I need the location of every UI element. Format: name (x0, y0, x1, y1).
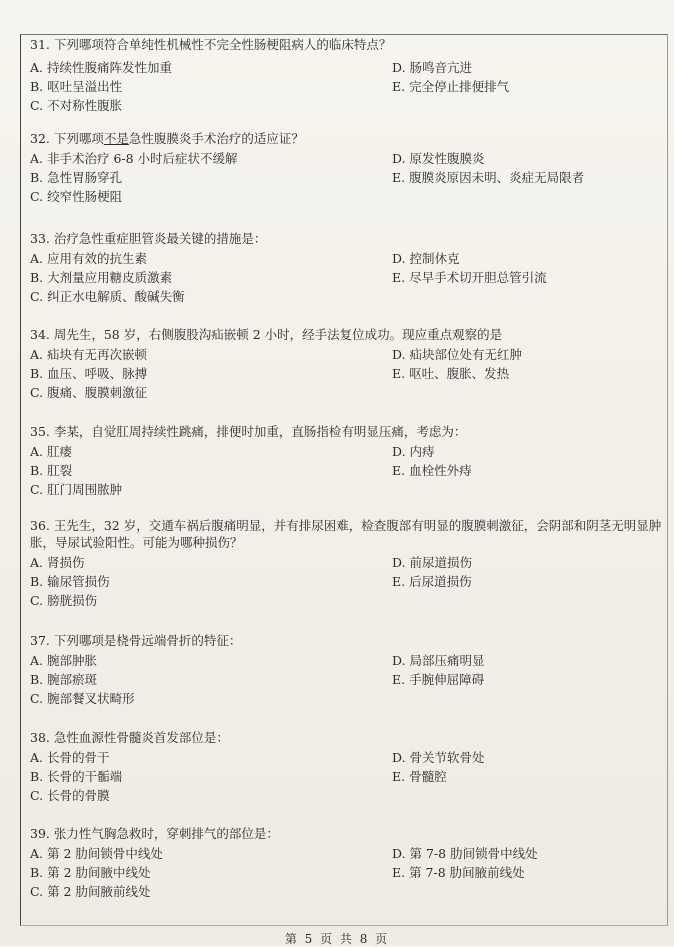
question-stem: 38. 急性血源性骨髓炎首发部位是： (30, 730, 229, 745)
question-38 (30, 729, 662, 803)
question-stem: 36. 王先生，32 岁，交通车祸后腹痛明显，并有排尿困难，检查腹部有明显的腹膜刺激征，会阴部和阴茎无明显肿胀，导尿试验阳性。可能为哪种损伤？ (30, 518, 662, 550)
option-d: D. 骨关节软骨处 (392, 750, 485, 765)
option-d: D. 局部压痛明显 (392, 653, 485, 668)
option-d: D. 原发性腹膜炎 (392, 151, 485, 166)
option-a: A. 长骨的骨干 (30, 750, 110, 765)
option-b: B. 肛裂 (30, 463, 73, 478)
option-c: C. 不对称性腹胀 (30, 98, 123, 113)
question-stem: 31. 下列哪项符合单纯性机械性不完全性肠梗阻病人的临床特点？ (30, 37, 392, 52)
option-a: A. 非手术治疗 6-8 小时后症状不缓解 (30, 151, 238, 166)
page-number-footer: 第 5 页 共 8 页 (284, 932, 390, 946)
option-c: C. 腕部餐叉状畸形 (30, 691, 135, 706)
question-stem: 39. 张力性气胸急救时，穿刺排气的部位是： (30, 826, 279, 841)
option-b: B. 血压、呼吸、脉搏 (30, 366, 148, 381)
option-b: B. 第 2 肋间腋中线处 (30, 865, 151, 880)
option-c: C. 长骨的骨膜 (30, 788, 110, 803)
question-stem: 34. 周先生，58 岁，右侧腹股沟疝嵌顿 2 小时，经手法复位成功。现应重点观察的是 (30, 327, 503, 342)
option-c: C. 绞窄性肠梗阻 (30, 189, 123, 204)
option-d: D. 前尿道损伤 (392, 555, 473, 570)
option-e: E. 腹膜炎原因未明、炎症无局限者 (392, 170, 585, 185)
option-b: B. 长骨的干骺端 (30, 769, 123, 784)
option-a: A. 腕部肿胀 (30, 653, 97, 668)
option-a: A. 持续性腹痛阵发性加重 (30, 60, 172, 75)
question-35 (30, 423, 662, 497)
option-a: A. 应用有效的抗生素 (30, 251, 147, 266)
option-d: D. 内痔 (392, 444, 435, 459)
option-e: E. 血栓性外痔 (392, 463, 472, 478)
question-33 (30, 230, 662, 304)
option-c: C. 纠正水电解质、酸碱失衡 (30, 289, 185, 304)
question-stem (30, 130, 662, 147)
option-b: B. 呕吐呈溢出性 (30, 79, 123, 94)
option-a: A. 肛瘘 (30, 444, 72, 459)
option-e: E. 骨髓腔 (392, 769, 447, 784)
option-a: A. 肾损伤 (30, 555, 85, 570)
option-e: E. 尽早手术切开胆总管引流 (392, 270, 547, 285)
stem-suffix: 急性腹膜炎手术治疗的适应证？ (128, 131, 304, 146)
option-e: E. 后尿道损伤 (392, 574, 472, 589)
option-e: E. 手腕伸屈障碍 (392, 672, 485, 687)
question-32 (30, 130, 662, 204)
option-e: E. 第 7-8 肋间腋前线处 (392, 865, 525, 880)
question-stem: 33. 治疗急性重症胆管炎最关键的措施是： (30, 231, 267, 246)
question-39 (30, 825, 662, 899)
page-border (20, 34, 668, 926)
option-a: A. 第 2 肋间锁骨中线处 (30, 846, 163, 861)
option-b: B. 大剂量应用糖皮质激素 (30, 270, 173, 285)
option-b: B. 急性胃肠穿孔 (30, 170, 123, 185)
question-37 (30, 632, 662, 706)
stem-prefix: 32. 下列哪项 (30, 131, 104, 146)
stem-emphasis: 不是 (103, 131, 129, 146)
option-b: B. 输尿管损伤 (30, 574, 110, 589)
option-e: E. 完全停止排便排气 (392, 79, 510, 94)
option-b: B. 腕部瘀斑 (30, 672, 98, 687)
option-c: C. 肛门周围脓肿 (30, 482, 123, 497)
option-c: C. 膀胱损伤 (30, 593, 98, 608)
question-31 (30, 36, 662, 113)
option-d: D. 第 7-8 肋间锁骨中线处 (392, 846, 538, 861)
option-d: D. 控制休克 (392, 251, 460, 266)
option-a: A. 疝块有无再次嵌顿 (30, 347, 147, 362)
question-stem: 37. 下列哪项是桡骨远端骨折的特征： (30, 633, 242, 648)
option-c: C. 第 2 肋间腋前线处 (30, 884, 151, 899)
question-36 (30, 517, 662, 608)
option-d: D. 疝块部位处有无红肿 (392, 347, 523, 362)
option-e: E. 呕吐、腹胀、发热 (392, 366, 510, 381)
question-34 (30, 326, 662, 400)
option-d: D. 肠鸣音亢进 (392, 60, 473, 75)
option-c: C. 腹痛、腹膜刺激征 (30, 385, 148, 400)
question-stem: 35. 李某，自觉肛周持续性跳痛，排便时加重，直肠指检有明显压痛，考虑为： (30, 424, 467, 439)
